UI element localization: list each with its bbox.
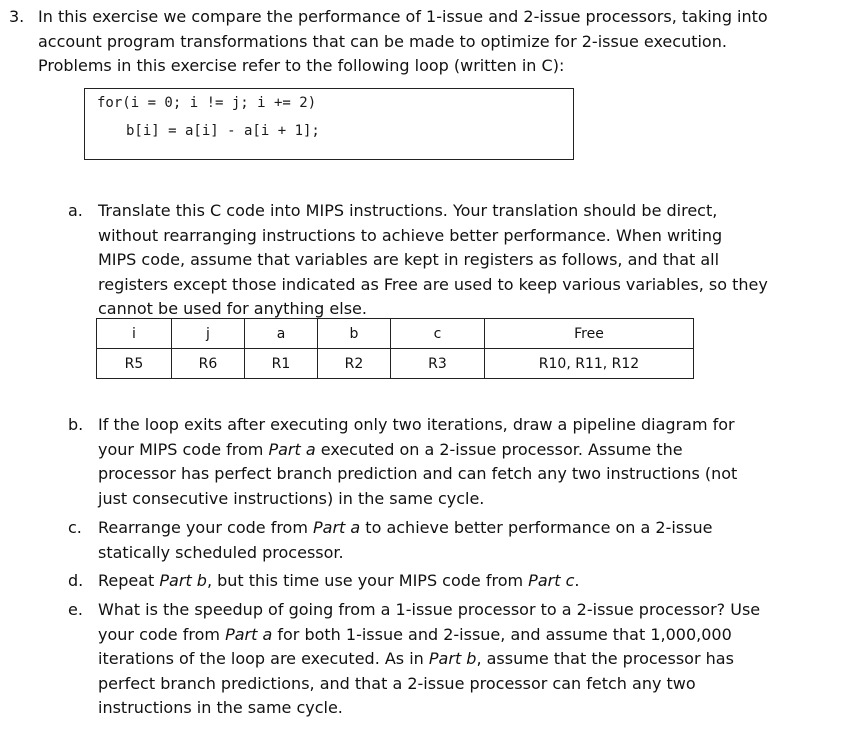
part-a-line: MIPS code, assume that variables are kept in registers as follows, and that all (98, 250, 720, 269)
part-c-text (98, 516, 712, 565)
part-e-line (98, 647, 760, 672)
text-run: processor has perfect branch prediction and can fetch any two instructions (not (98, 464, 738, 483)
part-e-line (98, 672, 760, 697)
text-run: for both 1-issue and 2-issue, and assume that 1,000,000 (272, 624, 732, 644)
part-d-line (98, 569, 579, 594)
part-b-label: b. (68, 415, 84, 434)
text-run: If the loop exits after executing only two iterations, draw a pipeline diagram for (98, 415, 735, 434)
intro-line: Problems in this exercise refer to the following loop (written in C): (38, 56, 565, 75)
table-header-cell: c (391, 319, 485, 349)
table-cell: R3 (391, 349, 485, 379)
part-e-label: e. (68, 600, 83, 619)
text-run: instructions in the same cycle. (98, 698, 343, 717)
part-a-line: Translate this C code into MIPS instructions. Your translation should be direct, (98, 201, 718, 220)
table-cell: R10, R11, R12 (485, 349, 694, 379)
table-cell: R2 (318, 349, 391, 379)
part-a-label: a. (68, 201, 83, 220)
text-run: Repeat (98, 571, 160, 590)
table-header-cell: j (172, 319, 245, 349)
part-reference: Part a (225, 624, 273, 644)
part-reference: Part b (159, 571, 207, 590)
code-line-body: b[i] = a[i] - a[i + 1]; (126, 123, 320, 139)
intro-line: In this exercise we compare the performance of 1-issue and 2-issue processors, taking into (38, 7, 768, 26)
text-run: executed on a 2-issue processor. Assume the (315, 439, 683, 459)
part-a-line: without rearranging instructions to achieve better performance. When writing (98, 225, 723, 245)
table-header-cell: i (97, 319, 172, 349)
part-c-line (98, 516, 712, 541)
part-b-text (98, 413, 737, 511)
problem-intro (38, 5, 768, 79)
table-header-cell: b (318, 319, 391, 349)
part-b-line (98, 462, 737, 487)
text-run: statically scheduled processor. (98, 542, 344, 562)
part-d-label: d. (68, 571, 84, 590)
text-run: Rearrange your code from (98, 518, 314, 537)
text-run: perfect branch predictions, and that a 2-issue processor can fetch any two (98, 673, 696, 693)
part-a-text (98, 199, 768, 322)
register-table (96, 318, 694, 379)
text-run: your MIPS code from (98, 439, 269, 459)
part-c-label: c. (68, 518, 82, 537)
part-e-line (98, 696, 760, 721)
table-header-cell: a (245, 319, 318, 349)
text-run: to achieve better performance on a 2-issue (360, 518, 713, 537)
part-b-line (98, 487, 737, 512)
table-header-cell: Free (485, 319, 694, 349)
intro-line: account program transformations that can be made to optimize for 2-issue execution. (38, 31, 727, 51)
part-reference: Part c (528, 571, 575, 590)
part-a-line: registers except those indicated as Free are used to keep various variables, so they (98, 274, 768, 294)
part-a-line: cannot be used for anything else. (98, 299, 367, 318)
part-e-text (98, 598, 760, 721)
register-value-row (97, 349, 694, 379)
part-reference: Part a (313, 518, 361, 537)
table-cell: R5 (97, 349, 172, 379)
text-run: , but this time use your MIPS code from (206, 571, 529, 590)
part-c-line (98, 541, 712, 566)
code-box (84, 88, 574, 160)
part-reference: Part b (428, 649, 477, 668)
part-b-line (98, 413, 737, 438)
text-run: What is the speedup of going from a 1-issue processor to a 2-issue processor? Use (98, 600, 761, 619)
table-cell: R6 (172, 349, 245, 379)
text-run: your code from (98, 624, 226, 644)
part-e-line (98, 598, 760, 623)
part-d-text (98, 569, 579, 594)
part-e-line (98, 623, 760, 648)
code-line-loop: for(i = 0; i != j; i += 2) (97, 95, 317, 111)
text-run: . (574, 571, 580, 590)
text-run: , assume that the processor has (476, 649, 734, 668)
problem-number: 3. (9, 7, 25, 26)
table-cell: R1 (245, 349, 318, 379)
part-b-line (98, 438, 737, 463)
register-header-row (97, 319, 694, 349)
text-run: iterations of the loop are executed. As in (98, 649, 429, 668)
text-run: just consecutive instructions) in the same cycle. (98, 488, 485, 508)
part-reference: Part a (268, 439, 316, 459)
